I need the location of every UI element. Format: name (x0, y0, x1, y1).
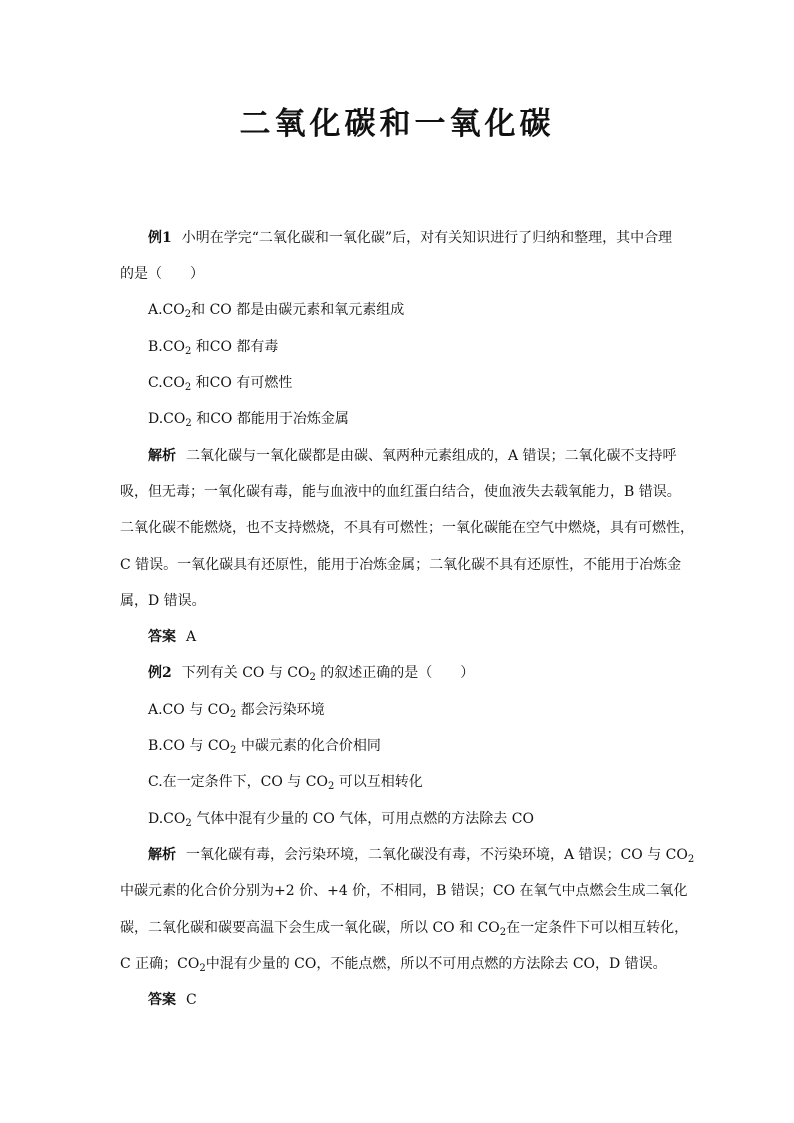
example1-option-c: $C.CO_2$ 和CO 有可燃性 (148, 375, 293, 393)
example2-answer-label: 答案 (148, 992, 176, 1008)
example2-option-b: B.CO 与 $CO_2$ 中碳元素的化合价相同 (148, 738, 381, 756)
example1-answer-value: A (186, 629, 197, 645)
example1-analysis-line3: 二氧化碳不能燃烧，也不支持燃烧，不具有可燃性；一氧化碳能在空气中燃烧，具有可燃性， (120, 520, 694, 536)
example2-option-d: $D.CO_2$ 气体中混有少量的 CO 气体，可用点燃的方法除去 CO (148, 811, 534, 829)
example2-analysis-line3: 碳，二氧化碳和碳要高温下会生成一氧化碳，所以 CO 和 $CO_2$在一定条件下可以相互转化， (120, 920, 689, 938)
example2-analysis-line2: 中碳元素的化合价分别为+2 价、+4 价，不相同，B 错误；CO 在氧气中点燃会生成二氧化 (120, 883, 688, 899)
example2-analysis-label: 解析 (148, 847, 176, 863)
example1-stem-line2: 的是（ ） (120, 266, 204, 282)
example1-option-a: $A.CO_2$和 CO 都是由碳元素和氧元素组成 (148, 302, 405, 320)
example1-label: 例1 (148, 230, 172, 246)
example2-label: 例2 (148, 665, 172, 681)
example2-option-a: A.CO 与 $CO_2$ 都会污染环境 (148, 702, 325, 720)
example1-analysis-line2: 吸，但无毒；一氧化碳有毒，能与血液中的血红蛋白结合，使血液失去载氧能力，B 错误。 (120, 484, 681, 500)
example1-analysis-label: 解析 (148, 448, 176, 464)
example1-option-d: $D.CO_2$ 和CO 都能用于冶炼金属 (148, 411, 349, 429)
example1-answer-label: 答案 (148, 629, 176, 645)
example1-analysis-line4: C 错误。一氧化碳具有还原性，能用于冶炼金属；二氧化碳不具有还原性，不能用于冶炼金 (120, 557, 682, 573)
example1-analysis-line5: 属，D 错误。 (120, 593, 206, 609)
example2-analysis-line1: 解析 一氧化碳有毒，会污染环境，二氧化碳没有毒，不污染环境，A 错误；CO 与 $CO_2$ (148, 847, 695, 865)
example1-analysis-line1: 解析 二氧化碳与一氧化碳都是由碳、氧两种元素组成的，A 错误；二氧化碳不支持呼 (148, 448, 677, 464)
example1-answer (148, 627, 703, 647)
example2-answer-value: C (186, 992, 197, 1008)
example1-option-b: $B.CO_2$ 和CO 都有毒 (148, 339, 279, 357)
example2-option-c: C.在一定条件下，CO 与 $CO_2$ 可以互相转化 (148, 774, 423, 792)
example2-answer (148, 990, 703, 1010)
example1-stem-line1: 例1 小明在学完“二氧化碳和一氧化碳”后，对有关知识进行了归纳和整理，其中合理 (148, 230, 673, 246)
example2-stem: 例2 下列有关 CO 与 $CO_2$ 的叙述正确的是（ ） (148, 665, 475, 683)
example2-analysis-line4: C 正确；$CO_2$中混有少量的 CO，不能点燃，所以不可用点燃的方法除去 CO，D 错误。 (120, 956, 667, 974)
page-title: 二氧化碳和一氧化碳 (239, 106, 555, 142)
